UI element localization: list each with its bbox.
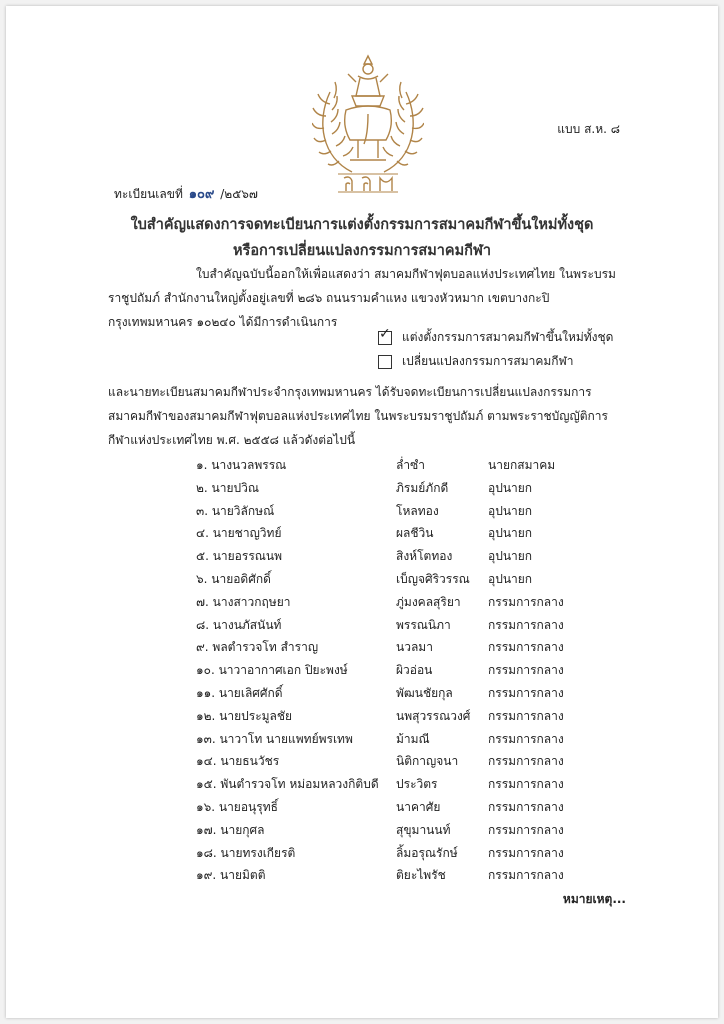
member-surname: พัฒนชัยกุล xyxy=(396,685,453,700)
member-position: กรรมการกลาง xyxy=(488,594,564,609)
member-position: กรรมการกลาง xyxy=(488,617,564,632)
member-row xyxy=(196,522,576,545)
member-surname: ลิ้มอรุณรักษ์ xyxy=(396,845,458,860)
member-row xyxy=(196,614,576,637)
member-row xyxy=(196,591,576,614)
member-name: ๑. นางนวลพรรณ xyxy=(196,458,287,472)
member-name: ๑๐. นาวาอากาศเอก ปิยะพงษ์ xyxy=(196,663,348,678)
member-position: อุปนายก xyxy=(488,526,533,541)
registration-value: ๑๐๙ xyxy=(188,187,215,202)
member-name: ๗. นางสาวกฤษยา xyxy=(196,594,291,609)
member-name: ๙. พลตำรวจโท สำราญ xyxy=(196,640,319,655)
member-surname: ภู่มงคลสุริยา xyxy=(396,594,461,609)
member-position: อุปนายก xyxy=(488,571,533,586)
member-position: อุปนายก xyxy=(488,549,533,564)
member-surname: ประวิตร xyxy=(396,777,438,792)
member-name: ๑๘. นายทรงเกียรติ xyxy=(196,845,296,860)
member-surname: พรรณนิภา xyxy=(396,617,451,632)
member-position: อุปนายก xyxy=(488,503,533,518)
document-title-line2: หรือการเปลี่ยนแปลงกรรมการสมาคมกีฬา xyxy=(233,243,491,259)
member-name: ๑๓. นาวาโท นายแพทย์พรเทพ xyxy=(196,731,353,746)
member-surname: ภิรมย์ภักดี xyxy=(396,480,449,495)
option-appoint-new xyxy=(378,325,614,347)
member-position: กรรมการกลาง xyxy=(488,685,564,700)
option-change xyxy=(378,352,574,371)
member-position: กรรมการกลาง xyxy=(488,640,564,655)
member-position: กรรมการกลาง xyxy=(488,845,564,860)
member-row xyxy=(196,636,576,659)
member-position: กรรมการกลาง xyxy=(488,822,564,837)
member-name: ๑๖. นายอนุรุทธิ์ xyxy=(196,799,278,814)
member-name: ๑๙. นายมิตติ xyxy=(196,868,266,883)
member-position: กรรมการกลาง xyxy=(488,754,564,769)
member-surname: สุขุมานนท์ xyxy=(396,822,451,837)
member-row xyxy=(196,864,576,887)
member-surname: ผลชีวิน xyxy=(396,526,434,541)
member-name: ๑๑. นายเลิศศักดิ์ xyxy=(196,685,283,700)
member-row xyxy=(196,796,576,819)
member-row xyxy=(196,477,576,500)
option-label: แต่งตั้งกรรมการสมาคมกีฬาขึ้นใหม่ทั้งชุด xyxy=(402,330,614,344)
member-name: ๘. นางนภัสนันท์ xyxy=(196,617,282,632)
member-name: ๖. นายอดิศักดิ์ xyxy=(196,571,271,586)
intro-paragraph: ใบสำคัญฉบับนี้ออกให้เพื่อแสดงว่า สมาคมกีฬาฟุตบอลแห่งประเทศไทย ในพระบรมราชูปถัมภ์ สำนักงานใหญ่ตั้งอยู่เลขที่ ๒๘๖ ถนนรามคำแหง แขวงหัวหมาก เขตบางกะปิ กรุงเทพมหานคร ๑๐๒๔๐ ได้มีการดำเนินการ xyxy=(108,267,616,329)
member-position: กรรมการกลาง xyxy=(488,663,564,678)
registration-label: ทะเบียนเลขที่ xyxy=(114,187,183,201)
member-row xyxy=(196,842,576,865)
member-row xyxy=(196,545,576,568)
document-title-line1: ใบสำคัญแสดงการจดทะเบียนการแต่งตั้งกรรมการสมาคมกีฬาขึ้นใหม่ทั้งชุด xyxy=(130,217,594,233)
form-code: แบบ ส.ห. ๘ xyxy=(557,122,620,136)
member-row xyxy=(196,568,576,591)
member-position: กรรมการกลาง xyxy=(488,708,564,723)
member-name: ๓. นายวิลักษณ์ xyxy=(196,503,275,518)
sports-authority-emblem xyxy=(312,52,424,198)
member-row xyxy=(196,682,576,705)
member-row xyxy=(196,705,576,728)
member-surname: นิติกาญจนา xyxy=(396,754,459,769)
member-position: กรรมการกลาง xyxy=(488,799,564,814)
member-surname: เบ็ญจศิริวรรณ xyxy=(396,571,470,586)
checkbox-checked xyxy=(378,325,392,345)
member-surname: นาคาศัย xyxy=(396,799,441,814)
member-surname: นวลมา xyxy=(396,640,433,655)
member-surname: ติยะไพรัช xyxy=(396,868,446,883)
member-name: ๑๔. นายธนวัชร xyxy=(196,754,280,769)
member-name: ๕. นายอรรณนพ xyxy=(196,549,283,564)
member-name: ๑๕. พันตำรวจโท หม่อมหลวงกิติบดี xyxy=(196,777,379,792)
members-list xyxy=(196,454,576,887)
member-position: นายกสมาคม xyxy=(488,458,556,472)
member-surname: โหลทอง xyxy=(396,503,439,518)
member-row xyxy=(196,659,576,682)
option-label: เปลี่ยนแปลงกรรมการสมาคมกีฬา xyxy=(402,354,574,368)
member-position: กรรมการกลาง xyxy=(488,868,564,883)
member-row xyxy=(196,728,576,751)
member-name: ๑๒. นายประมูลชัย xyxy=(196,708,293,723)
member-surname: สิงห์โตทอง xyxy=(396,549,453,564)
member-row xyxy=(196,773,576,796)
member-position: กรรมการกลาง xyxy=(488,731,564,746)
member-row xyxy=(196,454,576,477)
member-surname: ม้ามณี xyxy=(396,731,430,746)
registration-number xyxy=(114,183,258,204)
member-surname: ล่ำซำ xyxy=(396,458,425,472)
member-row xyxy=(196,819,576,842)
member-name: ๔. นายชาญวิทย์ xyxy=(196,526,282,541)
member-row xyxy=(196,500,576,523)
document-page xyxy=(6,6,718,1018)
registration-year: /๒๕๖๗ xyxy=(220,187,258,201)
member-surname: นพสุวรรณวงศ์ xyxy=(396,708,471,723)
member-position: อุปนายก xyxy=(488,480,533,495)
member-surname: ผิวอ่อน xyxy=(396,663,433,678)
checkbox-unchecked xyxy=(378,355,392,369)
check-icon: ✓ xyxy=(379,325,391,342)
member-position: กรรมการกลาง xyxy=(488,777,564,792)
member-name: ๑๗. นายกุศล xyxy=(196,822,265,837)
member-name: ๒. นายปวิณ xyxy=(196,480,259,495)
note-label: หมายเหตุ... xyxy=(562,892,626,906)
statement-paragraph: และนายทะเบียนสมาคมกีฬาประจำกรุงเทพมหานคร ได้รับจดทะเบียนการเปลี่ยนแปลงกรรมการสมาคมกีฬาของสมาคมกีฬาฟุตบอลแห่งประเทศไทย ในพระบรมราชูปถัมภ์ ตามพระราชบัญญัติการกีฬาแห่งประเทศไทย พ.ศ. ๒๕๕๘ แล้วดังต่อไปนี้ xyxy=(108,385,608,447)
member-row xyxy=(196,750,576,773)
